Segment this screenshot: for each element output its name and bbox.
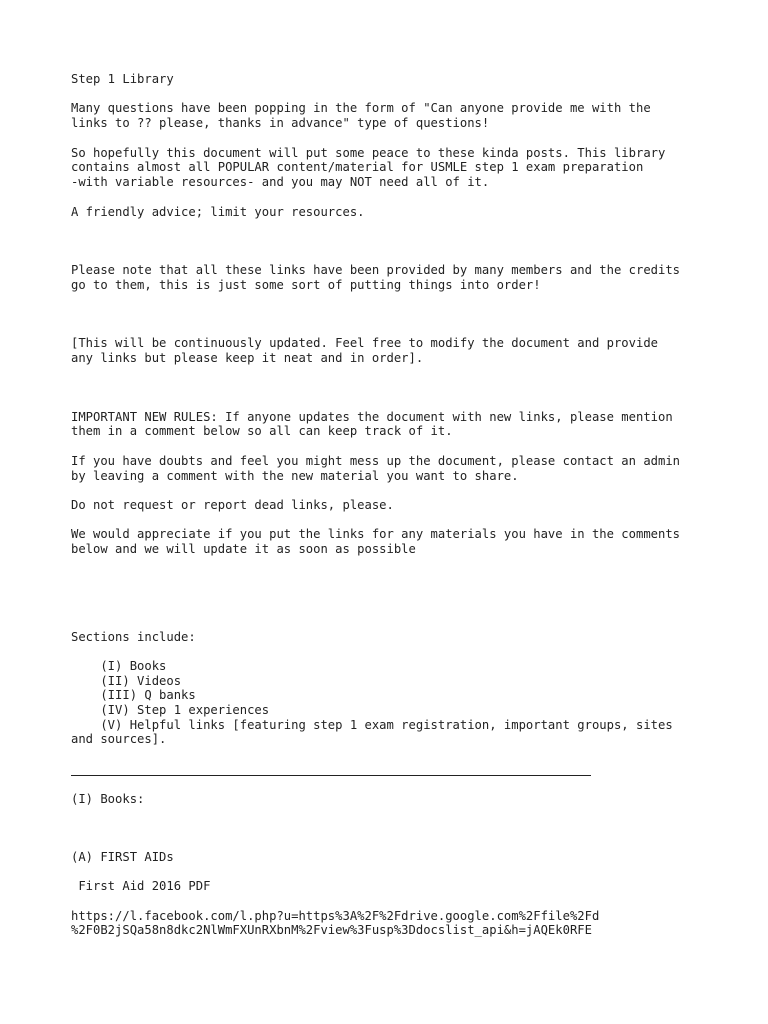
book-item-title: First Aid 2016 PDF [71, 879, 211, 893]
important-rules-line-1: IMPORTANT NEW RULES: If anyone updates the document with new links, please mention [71, 410, 673, 424]
book-link-line-2[interactable]: %2F0B2jSQa58n8dkc2NlWmFXUnRXbnM%2Fview%3Fusp%3Ddocslist_api&h=jAQEk0RFE [71, 923, 592, 937]
appreciate-line-2: below and we will update it as soon as possible [71, 542, 416, 556]
sections-item-videos: (II) Videos [71, 674, 182, 688]
sections-item-helpful-links: (V) Helpful links [featuring step 1 exam registration, important groups, sites [71, 718, 673, 732]
document-title: Step 1 Library [71, 72, 174, 86]
section-divider [71, 775, 591, 776]
update-note-line-1: [This will be continuously updated. Feel free to modify the document and provide [71, 336, 658, 350]
book-link-line-1[interactable]: https://l.facebook.com/l.php?u=https%3A%2F%2Fdrive.google.com%2Ffile%2Fd [71, 909, 600, 923]
sections-item-experiences: (IV) Step 1 experiences [71, 703, 270, 717]
advice-text: A friendly advice; limit your resources. [71, 205, 365, 219]
important-rules-line-2: them in a comment below so all can keep track of it. [71, 424, 453, 438]
appreciate-line-1: We would appreciate if you put the links for any materials you have in the comments [71, 527, 681, 541]
sections-item-books: (I) Books [71, 659, 167, 673]
credits-line-2: go to them, this is just some sort of putting things into order! [71, 278, 541, 292]
intro-paragraph-2-line-2: contains almost all POPULAR content/material for USMLE step 1 exam preparation [71, 160, 644, 174]
intro-paragraph-1-line-2: links to ?? please, thanks in advance" type of questions! [71, 116, 490, 130]
doubts-line-2: by leaving a comment with the new material you want to share. [71, 469, 519, 483]
intro-paragraph-1-line-1: Many questions have been popping in the form of "Can anyone provide me with the [71, 101, 651, 115]
intro-paragraph-2-line-1: So hopefully this document will put some peace to these kinda posts. This library [71, 146, 666, 160]
books-heading: (I) Books: [71, 792, 145, 806]
dead-links-note: Do not request or report dead links, please. [71, 498, 394, 512]
intro-paragraph-2-line-3: -with variable resources- and you may NOT need all of it. [71, 175, 490, 189]
doubts-line-1: If you have doubts and feel you might mess up the document, please contact an admin [71, 454, 681, 468]
sections-item-qbanks: (III) Q banks [71, 688, 196, 702]
sections-heading: Sections include: [71, 630, 196, 644]
update-note-line-2: any links but please keep it neat and in order]. [71, 351, 424, 365]
credits-line-1: Please note that all these links have been provided by many members and the credits [71, 263, 681, 277]
sections-item-helpful-links-continued: and sources]. [71, 732, 167, 746]
first-aids-subheading: (A) FIRST AIDs [71, 850, 174, 864]
